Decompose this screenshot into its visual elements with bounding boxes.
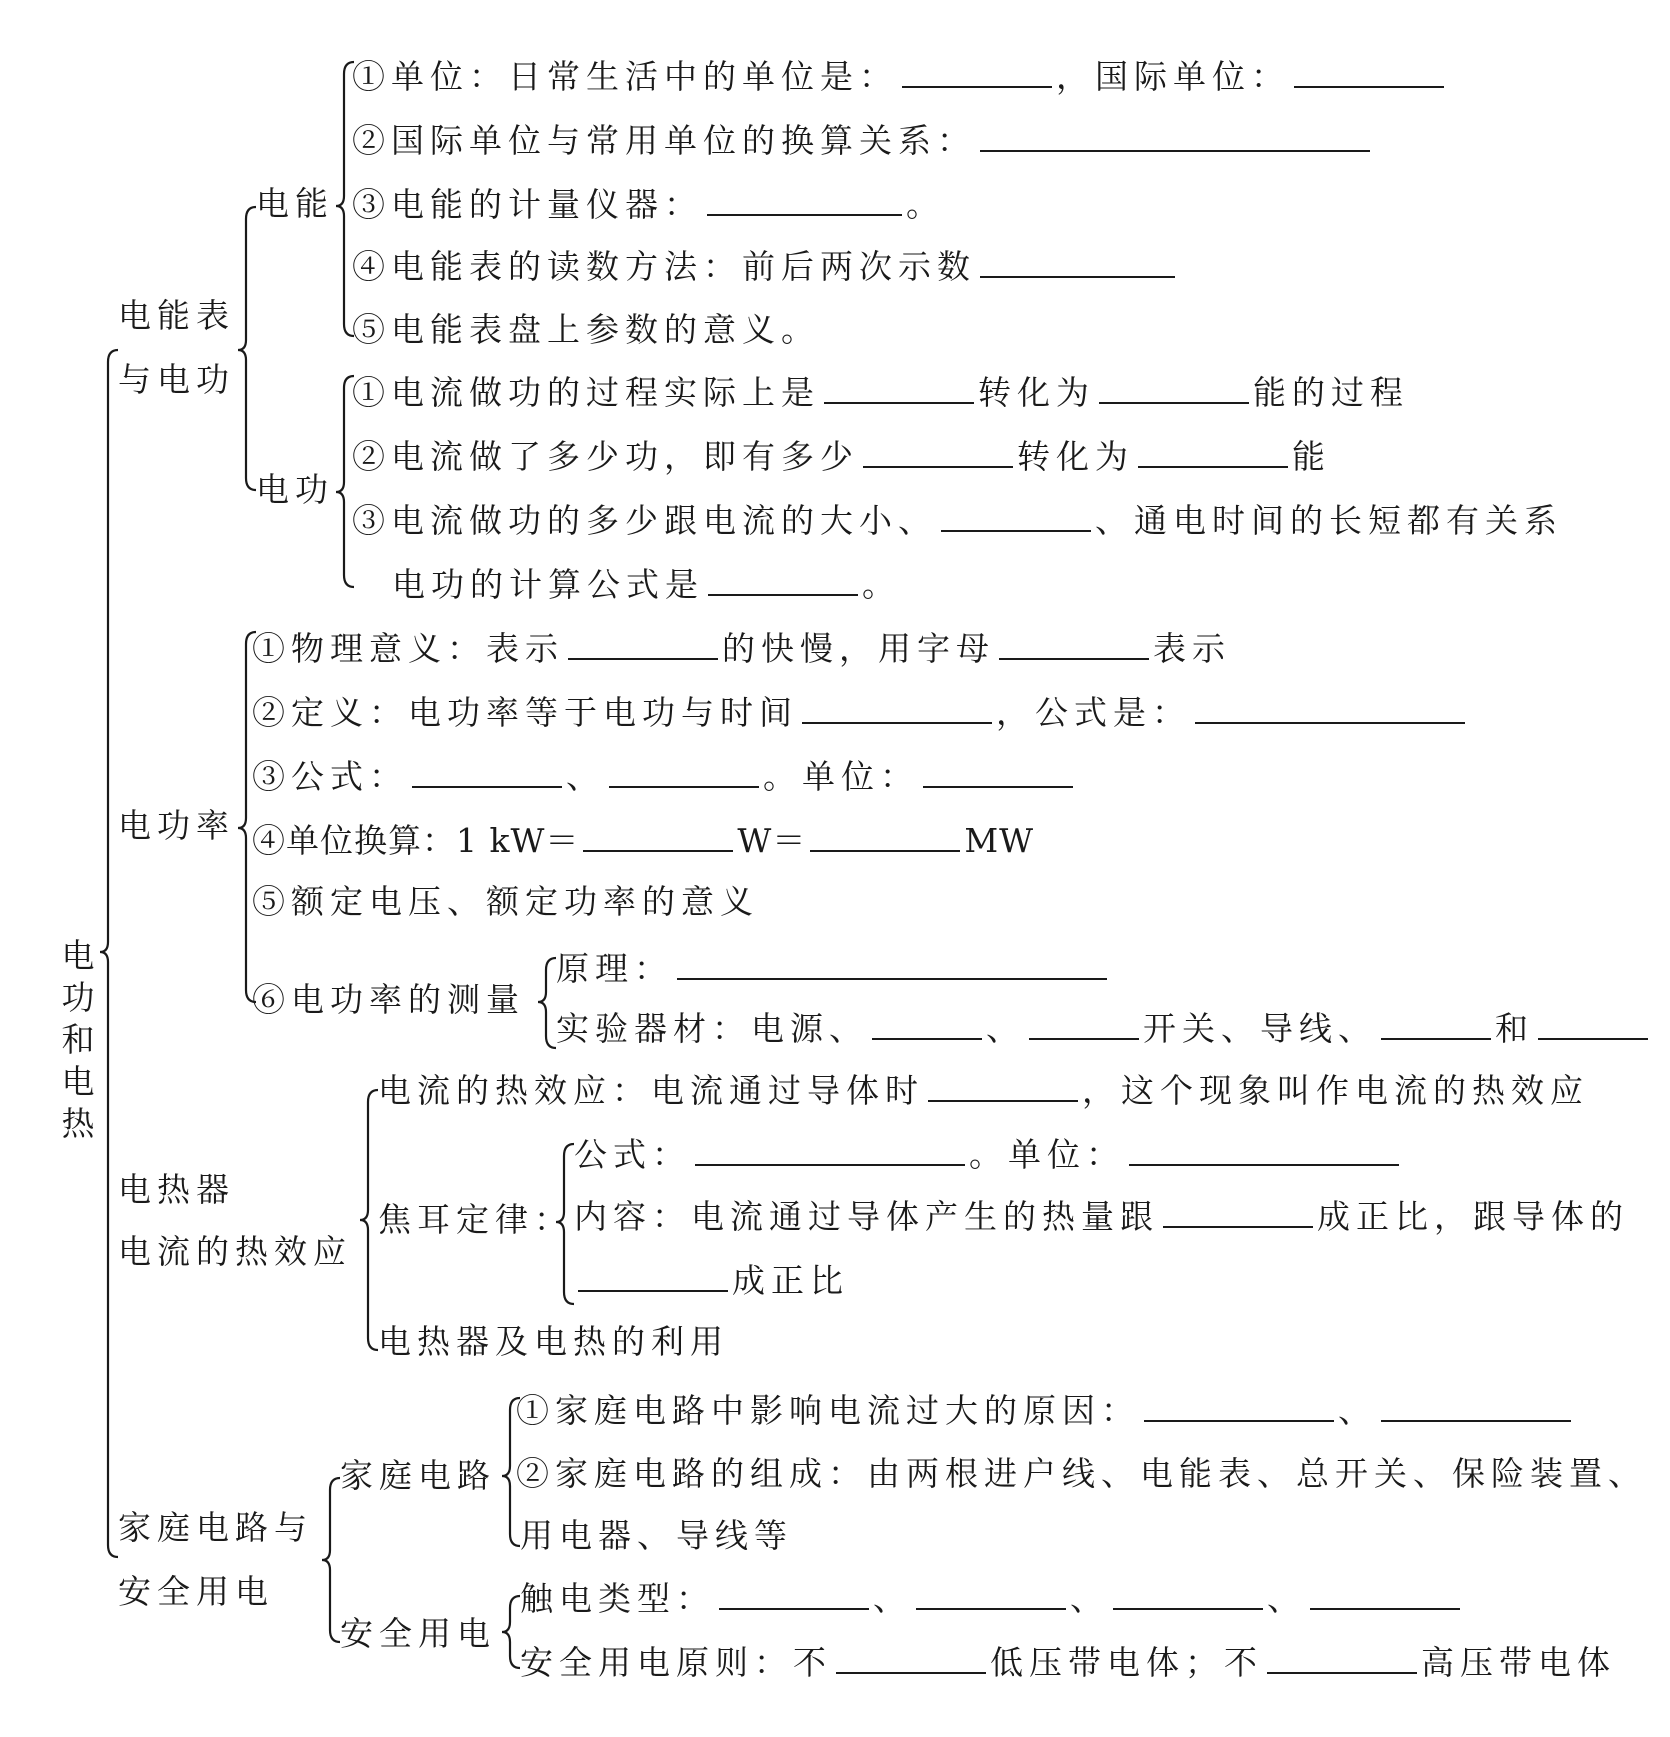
answer-blank[interactable] bbox=[1195, 692, 1465, 724]
diangong-item-2-text: ②电流做了多少功，即有多少 bbox=[352, 437, 859, 476]
safety-label: 安全用电 bbox=[340, 1614, 496, 1653]
measure-brace bbox=[538, 958, 556, 1048]
joule-content-text-b: 成正比，跟导体的 bbox=[1317, 1197, 1629, 1236]
sec3-label-line1: 电热器 bbox=[118, 1170, 235, 1209]
power-item-1-text-b: 的快慢，用字母 bbox=[722, 629, 995, 668]
dianneng-item-1-text: ①单位：日常生活中的单位是： bbox=[352, 57, 898, 96]
answer-blank[interactable] bbox=[1138, 436, 1288, 468]
diangong-item-4-text: 电功的计算公式是 bbox=[392, 565, 704, 604]
diangong-item-4 bbox=[392, 564, 901, 605]
joule-content-text: 内容：电流通过导体产生的热量跟 bbox=[574, 1197, 1159, 1236]
answer-blank[interactable] bbox=[863, 436, 1013, 468]
answer-blank[interactable] bbox=[941, 500, 1091, 532]
answer-blank[interactable] bbox=[1538, 1008, 1648, 1040]
power-item-5: ⑤额定电压、额定功率的意义 bbox=[252, 882, 759, 921]
answer-blank[interactable] bbox=[980, 120, 1370, 152]
answer-blank[interactable] bbox=[1113, 1578, 1263, 1610]
measure-principle bbox=[556, 948, 1111, 989]
diangong-label: 电功 bbox=[256, 470, 334, 509]
power-item-4 bbox=[252, 820, 1034, 861]
answer-blank[interactable] bbox=[695, 1134, 965, 1166]
answer-blank[interactable] bbox=[802, 692, 992, 724]
dianneng-item-1-text-b: ，国际单位： bbox=[1056, 57, 1290, 96]
heat-effect-text: 电流的热效应：电流通过导体时 bbox=[378, 1071, 924, 1110]
diangong-item-2 bbox=[352, 436, 1331, 477]
answer-blank[interactable] bbox=[928, 1070, 1078, 1102]
measure-equipment bbox=[556, 1008, 1652, 1049]
answer-blank[interactable] bbox=[1099, 372, 1249, 404]
safety-item-1-text-b: 、 bbox=[873, 1579, 912, 1618]
power-item-2 bbox=[252, 692, 1469, 733]
answer-blank[interactable] bbox=[1129, 1134, 1399, 1166]
dianneng-item-3 bbox=[352, 184, 945, 225]
diangong-item-1-text-b: 转化为 bbox=[978, 373, 1095, 412]
answer-blank[interactable] bbox=[1381, 1008, 1491, 1040]
answer-blank[interactable] bbox=[412, 756, 562, 788]
home-item-1 bbox=[516, 1390, 1575, 1431]
home-item-2-cont: 用电器、导线等 bbox=[520, 1516, 793, 1555]
sec1-label-line1: 电能表 bbox=[118, 296, 235, 335]
answer-blank[interactable] bbox=[578, 1260, 728, 1292]
joule-formula-text: 公式： bbox=[574, 1135, 691, 1174]
answer-blank[interactable] bbox=[719, 1578, 869, 1610]
answer-blank[interactable] bbox=[902, 56, 1052, 88]
diangong-item-2-text-b: 转化为 bbox=[1017, 437, 1134, 476]
heater-use: 电热器及电热的利用 bbox=[378, 1322, 729, 1361]
safety-brace bbox=[502, 1596, 520, 1668]
sec3-label-line2: 电流的热效应 bbox=[118, 1232, 352, 1271]
answer-blank[interactable] bbox=[1294, 56, 1444, 88]
sec4-brace bbox=[322, 1478, 340, 1642]
answer-blank[interactable] bbox=[999, 628, 1149, 660]
measure-principle-text: 原理： bbox=[556, 949, 673, 988]
root-label bbox=[60, 935, 96, 1145]
answer-blank[interactable] bbox=[583, 820, 733, 852]
dianneng-item-1 bbox=[352, 56, 1448, 97]
answer-blank[interactable] bbox=[609, 756, 759, 788]
dianneng-item-3-text: ③电能的计量仪器： bbox=[352, 185, 703, 224]
answer-blank[interactable] bbox=[872, 1008, 982, 1040]
safety-item-2-text-c: 高压带电体 bbox=[1421, 1643, 1616, 1682]
power-item-1-text: ①物理意义：表示 bbox=[252, 629, 564, 668]
heat-effect bbox=[378, 1070, 1589, 1111]
safety-item-1-text-d: 、 bbox=[1267, 1579, 1306, 1618]
power-item-2-text: ②定义：电功率等于电功与时间 bbox=[252, 693, 798, 732]
diangong-item-3-text: ③电流做功的多少跟电流的大小、 bbox=[352, 501, 937, 540]
answer-blank[interactable] bbox=[980, 246, 1175, 278]
power-item-4-text-b: W＝ bbox=[737, 821, 807, 860]
diangong-item-4-text-b: 。 bbox=[862, 565, 901, 604]
power-item-3 bbox=[252, 756, 1077, 797]
root-brace bbox=[100, 350, 118, 1557]
diangong-item-1 bbox=[352, 372, 1409, 413]
sec1-label-line2: 与电功 bbox=[118, 360, 235, 399]
safety-item-1 bbox=[520, 1578, 1464, 1619]
safety-item-1-text-c: 、 bbox=[1070, 1579, 1109, 1618]
measure-equipment-text: 实验器材：电源、 bbox=[556, 1009, 868, 1048]
power-item-6-label: ⑥电功率的测量 bbox=[252, 980, 525, 1019]
heat-effect-text-b: ，这个现象叫作电流的热效应 bbox=[1082, 1071, 1589, 1110]
measure-equipment-text-b: 、 bbox=[986, 1009, 1025, 1048]
answer-blank[interactable] bbox=[1267, 1642, 1417, 1674]
answer-blank[interactable] bbox=[1381, 1390, 1571, 1422]
measure-equipment-text-d: 和 bbox=[1495, 1009, 1534, 1048]
answer-blank[interactable] bbox=[1163, 1196, 1313, 1228]
answer-blank[interactable] bbox=[1310, 1578, 1460, 1610]
diangong-item-1-text-c: 能的过程 bbox=[1253, 373, 1409, 412]
answer-blank[interactable] bbox=[568, 628, 718, 660]
dianneng-item-3-text-b: 。 bbox=[906, 185, 945, 224]
dianneng-item-5: ⑤电能表盘上参数的意义。 bbox=[352, 310, 820, 349]
dianneng-item-2-text: ②国际单位与常用单位的换算关系： bbox=[352, 121, 976, 160]
answer-blank[interactable] bbox=[810, 820, 960, 852]
joule-formula bbox=[574, 1134, 1403, 1175]
safety-item-1-text: 触电类型： bbox=[520, 1579, 715, 1618]
diangong-item-1-text: ①电流做功的过程实际上是 bbox=[352, 373, 820, 412]
home-item-1-text: ①家庭电路中影响电流过大的原因： bbox=[516, 1391, 1140, 1430]
dianneng-item-4 bbox=[352, 246, 1179, 287]
sec4-label-line2: 安全用电 bbox=[118, 1572, 274, 1611]
home-label: 家庭电路 bbox=[340, 1456, 496, 1495]
sec2-label: 电功率 bbox=[118, 806, 235, 845]
diangong-item-2-text-c: 能 bbox=[1292, 437, 1331, 476]
safety-item-2 bbox=[520, 1642, 1616, 1683]
answer-blank[interactable] bbox=[708, 564, 858, 596]
dianneng-item-2 bbox=[352, 120, 1374, 161]
sec4-label-line1: 家庭电路与 bbox=[118, 1508, 313, 1547]
dianneng-item-4-text: ④电能表的读数方法：前后两次示数 bbox=[352, 247, 976, 286]
root-label-text: 电 功 和 电 热 bbox=[61, 936, 95, 1143]
dianneng-label: 电能 bbox=[256, 184, 334, 223]
sec3-brace bbox=[360, 1090, 378, 1350]
safety-item-2-text: 安全用电原则：不 bbox=[520, 1643, 832, 1682]
power-item-3-text-b: 、 bbox=[566, 757, 605, 796]
answer-blank[interactable] bbox=[916, 1578, 1066, 1610]
answer-blank[interactable] bbox=[677, 948, 1107, 980]
power-item-4-text-c: MW bbox=[964, 821, 1035, 860]
home-item-1-text-b: 、 bbox=[1338, 1391, 1377, 1430]
home-item-2: ②家庭电路的组成：由两根进户线、电能表、总开关、保险装置、 bbox=[516, 1454, 1647, 1493]
power-item-1 bbox=[252, 628, 1231, 669]
sec2-brace bbox=[238, 632, 256, 1002]
joule-content bbox=[574, 1196, 1629, 1237]
answer-blank[interactable] bbox=[824, 372, 974, 404]
joule-formula-text-b: 。单位： bbox=[969, 1135, 1125, 1174]
power-item-1-text-c: 表示 bbox=[1153, 629, 1231, 668]
answer-blank[interactable] bbox=[923, 756, 1073, 788]
diangong-item-3-text-b: 、通电时间的长短都有关系 bbox=[1095, 501, 1563, 540]
answer-blank[interactable] bbox=[836, 1642, 986, 1674]
sec1-brace bbox=[238, 207, 256, 490]
power-item-3-text-c: 。单位： bbox=[763, 757, 919, 796]
measure-equipment-text-c: 开关、导线、 bbox=[1143, 1009, 1377, 1048]
safety-item-2-text-b: 低压带电体；不 bbox=[990, 1643, 1263, 1682]
answer-blank[interactable] bbox=[707, 184, 902, 216]
power-item-4-text: ④单位换算：1 kW＝ bbox=[252, 821, 580, 860]
answer-blank[interactable] bbox=[1144, 1390, 1334, 1422]
diangong-item-3 bbox=[352, 500, 1563, 541]
joule-content-text-c: 成正比 bbox=[732, 1261, 849, 1300]
power-item-3-text: ③公式： bbox=[252, 757, 408, 796]
joule-content-cont bbox=[574, 1260, 849, 1301]
answer-blank[interactable] bbox=[1029, 1008, 1139, 1040]
joule-label: 焦耳定律： bbox=[378, 1200, 573, 1239]
power-item-2-text-b: ，公式是： bbox=[996, 693, 1191, 732]
